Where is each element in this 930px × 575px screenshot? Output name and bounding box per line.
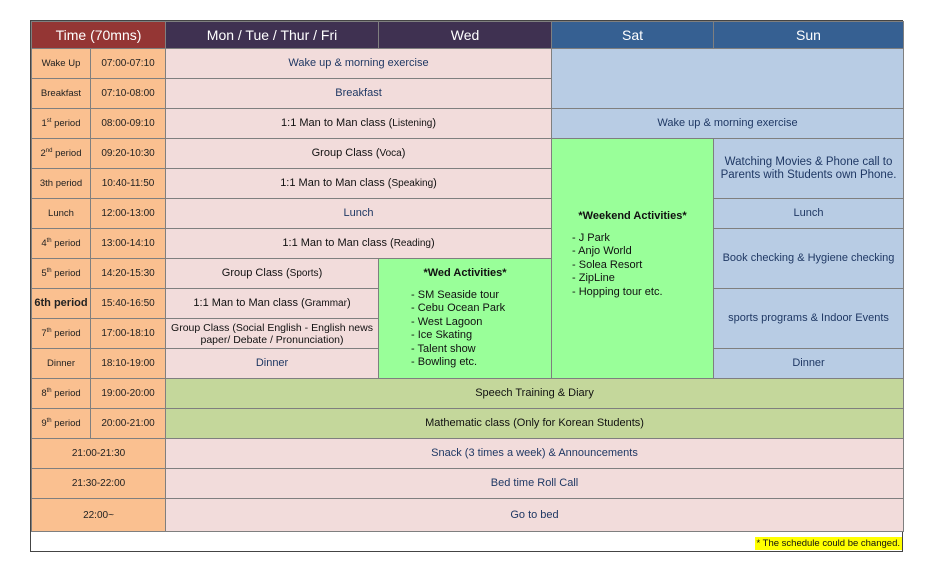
list-item: - Bowling etc. [411,356,478,369]
row-time: 15:40-16:50 [91,289,166,319]
list-item: - Hopping tour etc. [572,285,663,298]
row-time: 13:00-14:10 [91,229,166,259]
row-label: 5th period [32,259,91,289]
row-period-2 [32,139,904,169]
header-wed: Wed [379,22,552,49]
header-weekdays: Mon / Tue / Thur / Fri [166,22,379,49]
row-time: 07:00-07:10 [91,49,166,79]
schedule-table [31,21,904,532]
row-label: 4th period [32,229,91,259]
all-days-cell: Speech Training & Diary [166,379,904,409]
schedule-frame [30,20,903,552]
weekday-cell: 1:1 Man to Man class (Reading) [166,229,552,259]
weekend-activities-title: *Weekend Activities* [578,210,687,222]
row-label: Dinner [32,349,91,379]
all-days-cell: Go to bed [166,499,904,532]
wed-activities-cell [379,259,552,379]
weekday-cell: 1:1 Man to Man class (Listening) [166,109,552,139]
row-time: 22:00~ [32,499,166,532]
weekday-cell: Dinner [166,349,379,379]
row-time: 09:20-10:30 [91,139,166,169]
list-item: - Anjo World [572,245,632,257]
weekday-cell: Group Class (Sports) [166,259,379,289]
row-time: 10:40-11:50 [91,169,166,199]
row-label: 3th period [32,169,91,199]
list-item: - ZipLine [572,272,615,284]
row-period-8 [32,379,904,409]
row-time: 12:00-13:00 [91,199,166,229]
list-item: - SM Seaside tour [411,288,500,301]
row-label: Lunch [32,199,91,229]
all-days-cell: Bed time Roll Call [166,469,904,499]
weekend-blank-cell [552,49,904,109]
weekend-activities-cell [552,139,714,379]
weekend-cell: Wake up & morning exercise [552,109,904,139]
row-label: 7th period [32,319,91,349]
header-row [32,22,904,49]
row-label: Wake Up [32,49,91,79]
all-days-cell: Mathematic class (Only for Korean Students) [166,409,904,439]
row-label: 8th period [32,379,91,409]
sun-cell: sports programs & Indoor Events [714,289,904,349]
row-period-4 [32,229,904,259]
weekday-cell: 1:1 Man to Man class (Speaking) [166,169,552,199]
row-label: Breakfast [32,79,91,109]
list-item: - Talent show [411,342,476,355]
all-days-cell: Snack (3 times a week) & Announcements [166,439,904,469]
row-label: 9th period [32,409,91,439]
header-sun: Sun [714,22,904,49]
weekday-cell: Lunch [166,199,552,229]
weekday-cell: Wake up & morning exercise [166,49,552,79]
list-item: - J Park [572,231,610,244]
row-label: 6th period [32,289,91,319]
row-time: 08:00-09:10 [91,109,166,139]
weekday-cell: Group Class (Social English - English news paper/ Debate / Pronunciation) [166,319,379,349]
wed-activities-title: *Wed Activities* [423,267,507,280]
schedule-note: * The schedule could be changed. [756,538,900,549]
sun-cell: Dinner [714,349,904,379]
header-time: Time (70mns) [32,22,166,49]
row-period-1 [32,109,904,139]
row-time: 21:00-21:30 [32,439,166,469]
list-item: - Cebu Ocean Park [411,302,506,315]
row-time: 21:30-22:00 [32,469,166,499]
row-time: 18:10-19:00 [91,349,166,379]
row-time: 20:00-21:00 [91,409,166,439]
weekday-cell: Breakfast [166,79,552,109]
row-label: 2nd period [32,139,91,169]
row-lunch [32,199,904,229]
row-time: 19:00-20:00 [91,379,166,409]
row-label: 1st period [32,109,91,139]
row-snack [32,439,904,469]
row-period-9 [32,409,904,439]
row-wakeup [32,49,904,79]
row-time: 14:20-15:30 [91,259,166,289]
row-time: 17:00-18:10 [91,319,166,349]
header-sat: Sat [552,22,714,49]
weekday-cell: Group Class (Voca) [166,139,552,169]
list-item: - Solea Resort [572,258,643,271]
sun-cell: Book checking & Hygiene checking [714,229,904,289]
row-bedtime [32,469,904,499]
sun-cell: Lunch [714,199,904,229]
sun-cell: Watching Movies & Phone call to Parents with Students own Phone. [714,139,904,199]
weekday-cell: 1:1 Man to Man class (Grammar) [166,289,379,319]
row-sleep [32,499,904,532]
list-item: - West Lagoon [411,315,483,328]
row-time: 07:10-08:00 [91,79,166,109]
list-item: - Ice Skating [411,329,473,342]
